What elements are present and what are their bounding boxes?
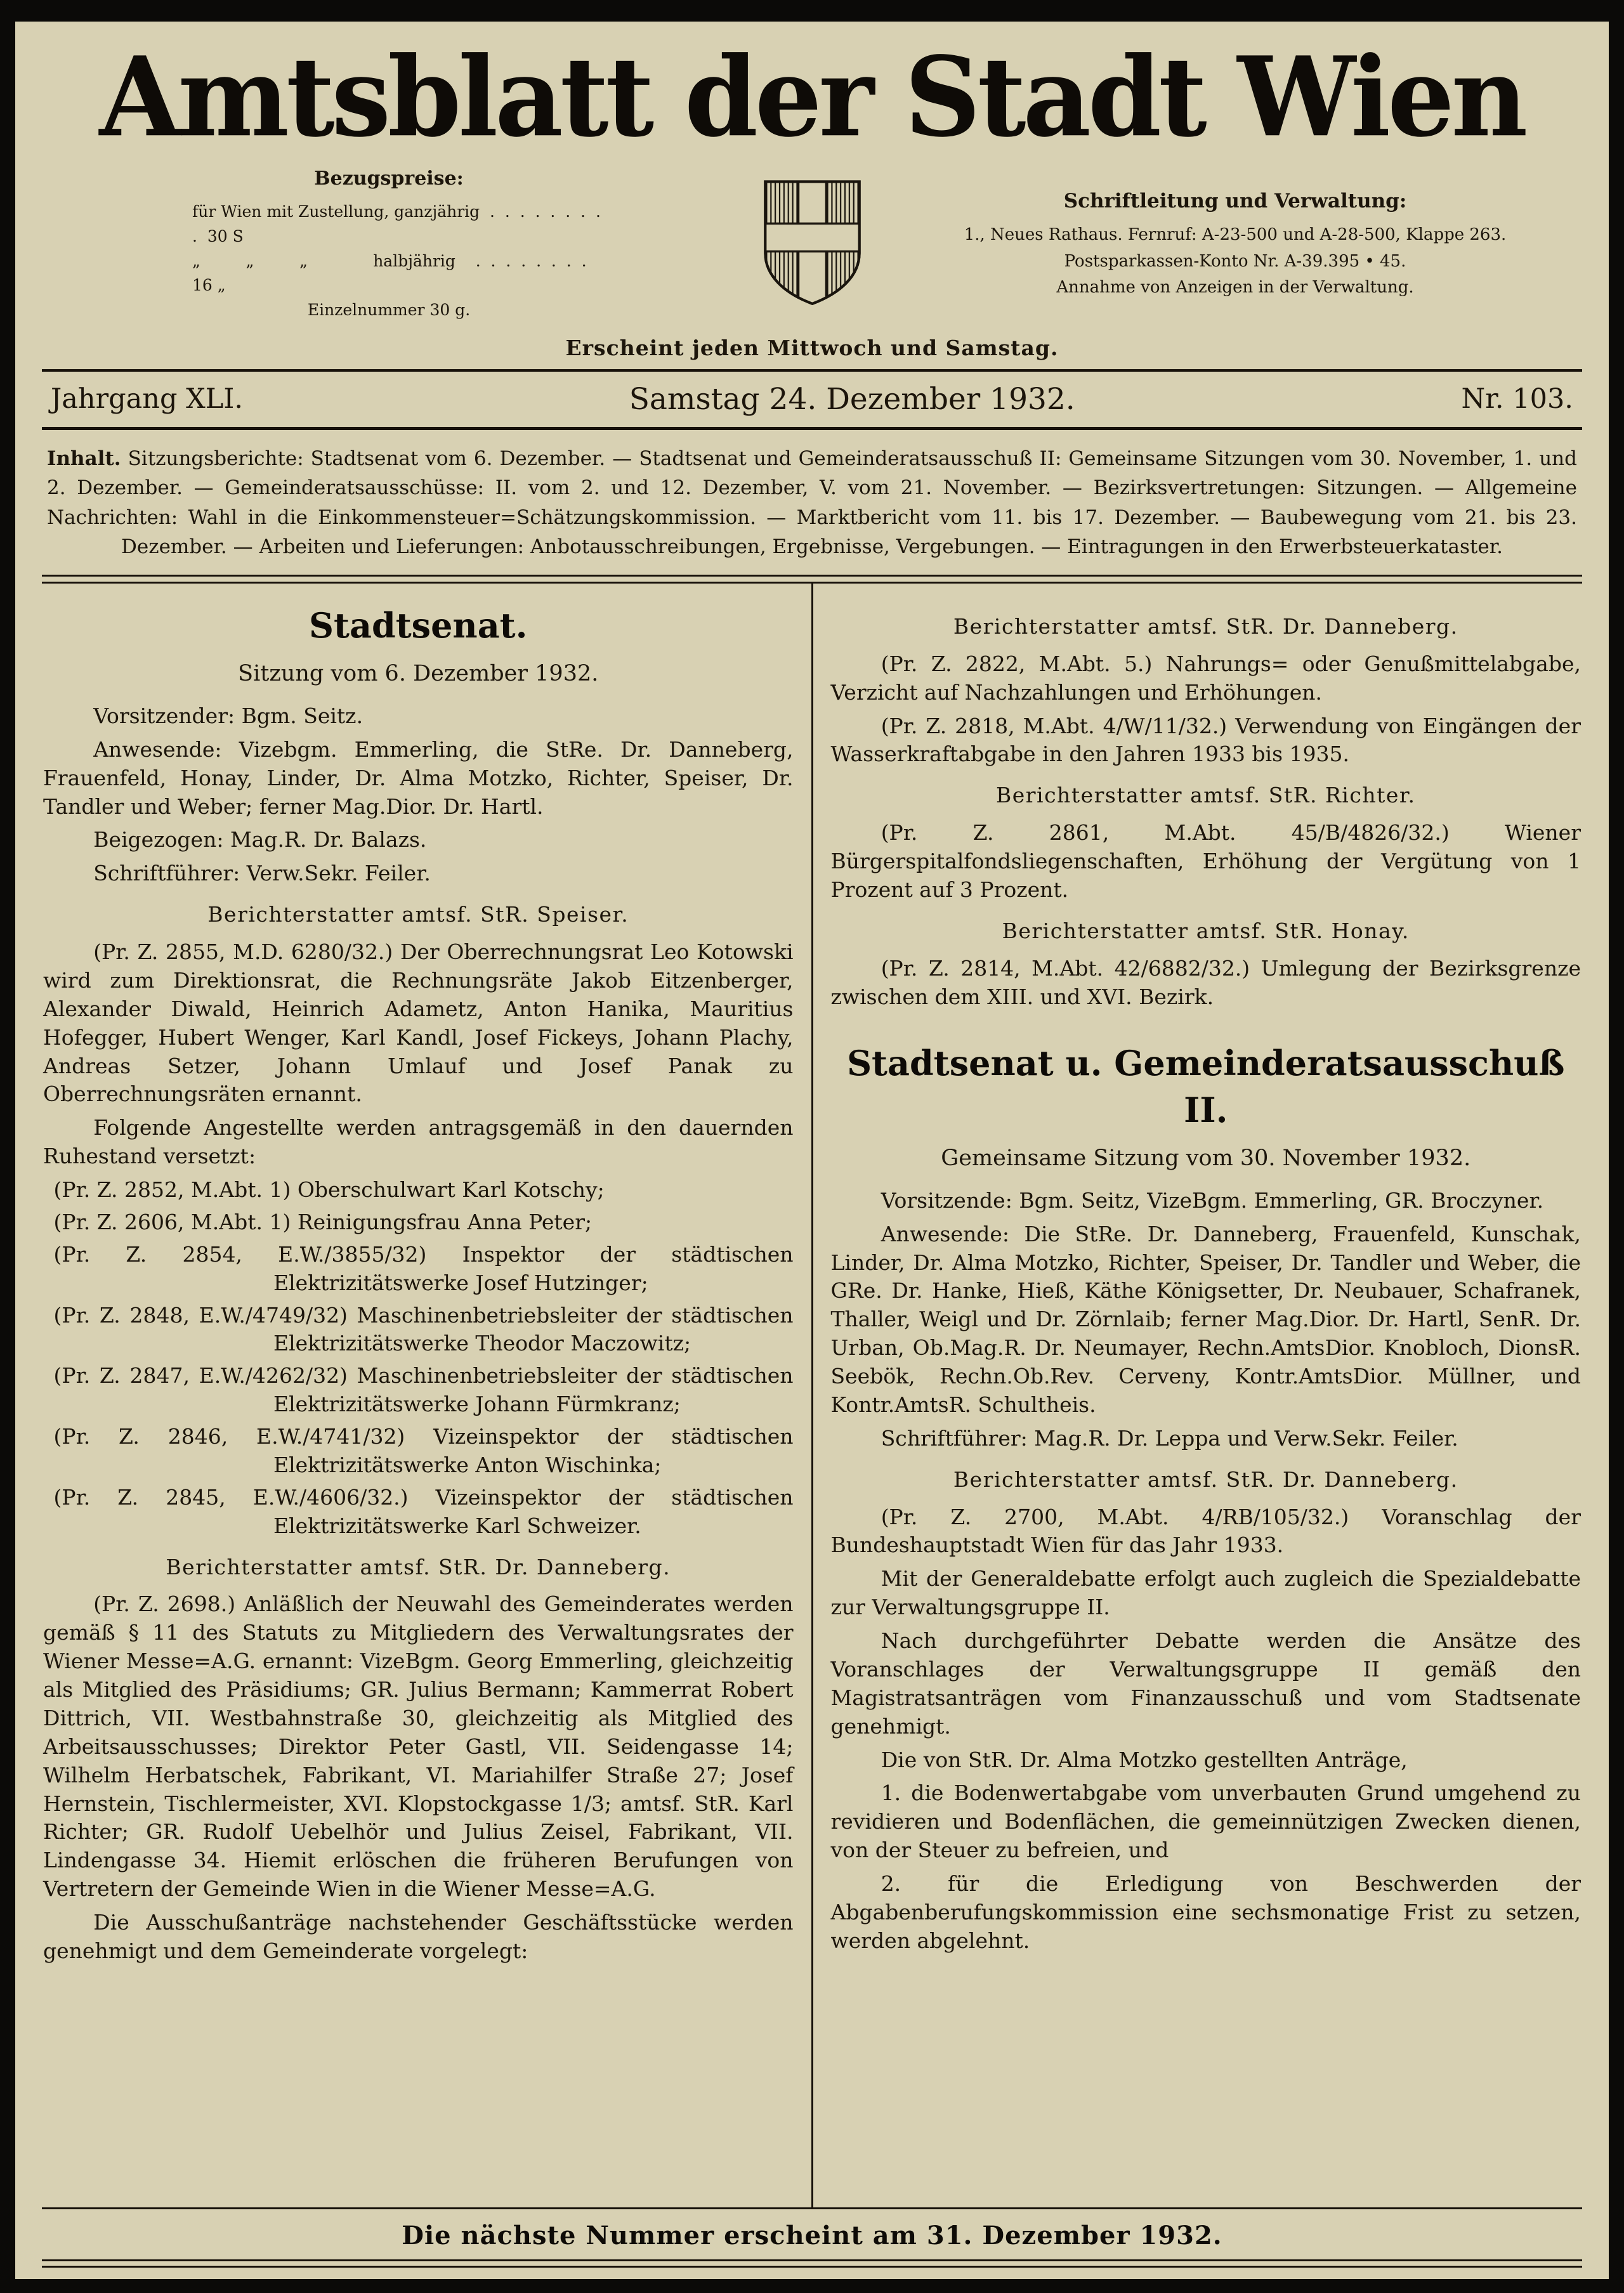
editorial-line: Postsparkassen-Konto Nr. A-39.395 • 45. xyxy=(1064,251,1406,271)
editorial-line: 1., Neues Rathaus. Fernruf: A-23-500 und A-28-500, Klappe 263. xyxy=(964,225,1507,245)
paragraph: Die Ausschußanträge nachstehender Geschäftsstücke werden genehmigt und dem Gemeinderate vorgelegt: xyxy=(43,1910,794,1963)
paragraph: (Pr. Z. 2818, M.Abt. 4/W/11/32.) Verwendung von Eingängen der Wasserkraftabgabe in den Jahren 1933 bis 1935. xyxy=(830,713,1581,767)
subscription-line: für Wien mit Zustellung, ganzjährig . . . . . . . . . 30 S xyxy=(192,202,611,245)
paragraph: Vorsitzende: Bgm. Seitz, VizeBgm. Emmerling, GR. Broczyner. xyxy=(881,1187,1544,1213)
reporter-line: Berichterstatter amtsf. StR. Dr. Danneberg. xyxy=(166,1554,671,1579)
paragraph: (Pr. Z. 2855, M.D. 6280/32.) Der Oberrechnungsrat Leo Kotowski wird zum Direktionsrat, die Rechnungsräte Jakob Eitzenberger, Alexander Diwald, Heinrich Adametz, Anton Hanika, Mauritius Hofegger, Hubert Wenger, Karl Kandl, Josef Fickeys, Johann Plachy, Andreas Setzer, Johann Umlauf und Josef Panak zu Oberrechnungsräten ernannt. xyxy=(43,939,794,1107)
editorial-title: Schriftleitung und Verwaltung: xyxy=(1063,189,1407,212)
editorial-info xyxy=(888,186,1582,301)
paragraph: 2. für die Erledigung von Beschwerden der Abgabenberufungskommission eine sechsmonatige Frist zu setzen, werden abgelehnt. xyxy=(830,1871,1581,1953)
subscription-line: Einzelnummer 30 g. xyxy=(307,301,471,320)
paragraph: Schriftführer: Mag.R. Dr. Leppa und Verw.Sekr. Feiler. xyxy=(881,1425,1458,1451)
reporter-line: Berichterstatter amtsf. StR. Dr. Danneberg. xyxy=(953,613,1458,639)
resolution-item: (Pr. Z. 2852, M.Abt. 1) Oberschulwart Karl Kotschy; xyxy=(53,1177,605,1203)
paragraph: Mit der Generaldebatte erfolgt auch zugleich die Spezialdebatte zur Verwaltungsgruppe II. xyxy=(830,1566,1581,1620)
paragraph: (Pr. Z. 2698.) Anläßlich der Neuwahl des Gemeinderates werden gemäß § 11 des Statuts zu Mitgliedern des Verwaltungsrates der Wiener Messe=A.G. ernannt: VizeBgm. Georg Emmerling, gleichzeitig als Mitglied des Präsidiums; GR. Julius Bermann; Kammerrat Robert Dittrich, VII. Westbahnstraße 30, gleichzeitig als Mitglied des Arbeitsausschusses; Direktor Peter Gastl, VII. Seidengasse 14; Wilhelm Herbatschek, Fabrikant, VI. Mariahilfer Straße 27; Josef Hernstein, Tischlermeister, XVI. Klopstockgasse 1/3; amtsf. StR. Karl Richter; GR. Rudolf Uebelhör und Julius Zeisel, Fabrikant, VII. Lindengasse 34. Hiemit erlöschen die früheren Berufungen von Vertretern der Gemeinde Wien in die Wiener Messe=A.G. xyxy=(43,1591,794,1902)
header-row xyxy=(42,164,1582,323)
paragraph: Anwesende: Vizebgm. Emmerling, die StRe. Dr. Danneberg, Frauenfeld, Honay, Linder, Dr. Alma Motzko, Richter, Speiser, Dr. Tandler und Weber; ferner Mag.Dior. Dr. Hartl. xyxy=(43,736,794,819)
paragraph: Anwesende: Die StRe. Dr. Danneberg, Frauenfeld, Kunschak, Linder, Dr. Alma Motzko, Richter, Speiser, Dr. Tandler und Weber, die GRe. Dr. Hanke, Hieß, Käthe Königsetter, Dr. Neubauer, Schafranek, Thaller, Weigl und Dr. Zörnlaib; ferner Mag.Dior. Dr. Hartl, SenR. Dr. Urban, Ob.Mag.R. Dr. Neumayer, Rechn.AmtsDior. Knobloch, DionsR. Seebök, Rechn.Ob.Rev. Cerveny, Kontr.AmtsDior. Müllner, und Kontr.AmtsR. Schultheis. xyxy=(830,1221,1581,1417)
reporter-line: Berichterstatter amtsf. StR. Richter. xyxy=(995,783,1416,808)
reporter-line: Berichterstatter amtsf. StR. Speiser. xyxy=(207,902,629,927)
paragraph: (Pr. Z. 2700, M.Abt. 4/RB/105/32.) Voranschlag der Bundeshauptstadt Wien für das Jahr 1933. xyxy=(830,1504,1581,1558)
left-column xyxy=(42,584,811,2207)
next-issue-notice: Die nächste Nummer erscheint am 31. Dezember 1932. xyxy=(402,2220,1222,2251)
session-subheading: Gemeinsame Sitzung vom 30. November 1932. xyxy=(941,1146,1471,1172)
subscription-info xyxy=(42,164,736,323)
paragraph: Folgende Angestellte werden antragsgemäß in den dauernden Ruhestand versetzt: xyxy=(43,1115,794,1169)
toc-label: Inhalt. xyxy=(47,447,121,470)
editorial-line: Annahme von Anzeigen in der Verwaltung. xyxy=(1056,278,1414,297)
toc-text: Sitzungsberichte: Stadtsenat vom 6. Dezember. — Stadtsenat und Gemeinderatsausschuß II: Gemeinsame Sitzungen vom 30. November, 1. und 2. Dezember. — Gemeinderatsausschüsse: II. vom 2. und 12. Dezember, V. vom 21. November. — Bezirksvertretungen: Sitzungen. — Allgemeine Nachrichten: Wahl in die Einkommensteuer=Schätzungskommission. — Marktbericht vom 11. bis 17. Dezember. — Baubewegung vom 21. bis 23. Dezember. — Arbeiten und Lieferungen: Anbotausschreibungen, Ergebnisse, Vergebungen. — Eintragungen in den Erwerbsteuerkataster. xyxy=(47,447,1577,559)
resolution-item: (Pr. Z. 2606, M.Abt. 1) Reinigungsfrau Anna Peter; xyxy=(53,1209,593,1234)
subscription-title: Bezugspreise: xyxy=(314,167,464,190)
paragraph: Nach durchgeführter Debatte werden die Ansätze des Voranschlages der Verwaltungsgruppe II gemäß den Magistratsanträgen vom Finanzausschuß und vom Stadtsenate genehmigt. xyxy=(830,1628,1581,1739)
paragraph: (Pr. Z. 2814, M.Abt. 42/6882/32.) Umlegung der Bezirksgrenze zwischen dem XIII. und XVI. Bezirk. xyxy=(830,955,1581,1009)
issue-number: Nr. 103. xyxy=(1461,383,1573,415)
right-column xyxy=(813,584,1583,2207)
paragraph: Die von StR. Dr. Alma Motzko gestellten Anträge, xyxy=(881,1747,1408,1772)
masthead-title: Amtsblatt der Stadt Wien xyxy=(99,33,1525,162)
resolution-item: (Pr. Z. 2854, E.W./3855/32) Inspektor der städtischen Elektrizitätswerke Josef Hutzinger; xyxy=(53,1241,794,1295)
issue-date: Samstag 24. Dezember 1932. xyxy=(629,381,1075,417)
paragraph: Beigezogen: Mag.R. Dr. Balazs. xyxy=(93,827,427,853)
paragraph: Vorsitzender: Bgm. Seitz. xyxy=(93,703,363,728)
resolution-item: (Pr. Z. 2847, E.W./4262/32) Maschinenbetriebsleiter der städtischen Elektrizitätswerke Johann Fürmkranz; xyxy=(53,1363,794,1417)
reporter-line: Berichterstatter amtsf. StR. Dr. Danneberg. xyxy=(953,1467,1458,1492)
section-heading: Stadtsenat. xyxy=(309,604,528,646)
resolution-item: (Pr. Z. 2845, E.W./4606/32.) Vizeinspektor der städtischen Elektrizitätswerke Karl Schweizer. xyxy=(53,1484,794,1538)
section-heading: Stadtsenat u. Gemeinderatsausschuß II. xyxy=(847,1043,1565,1130)
horizontal-double-rule xyxy=(42,2259,1582,2268)
volume-label: Jahrgang XLI. xyxy=(51,383,243,415)
paragraph: (Pr. Z. 2861, M.Abt. 45/B/4826/32.) Wiener Bürgerspitalfondsliegenschaften, Erhöhung der Vergütung von 1 Prozent auf 3 Prozent. xyxy=(830,820,1581,902)
session-subheading: Sitzung vom 6. Dezember 1932. xyxy=(238,661,599,687)
publication-schedule: Erscheint jeden Mittwoch und Samstag. xyxy=(565,335,1059,360)
resolution-item: (Pr. Z. 2846, E.W./4741/32) Vizeinspektor der städtischen Elektrizitätswerke Anton Wischinka; xyxy=(53,1424,794,1477)
paragraph: (Pr. Z. 2822, M.Abt. 5.) Nahrungs= oder Genußmittelabgabe, Verzicht auf Nachzahlungen und Erhöhungen. xyxy=(830,651,1581,705)
paragraph: 1. die Bodenwertabgabe vom unverbauten Grund umgehend zu revidieren und Bodenflächen, die gemeinnützigen Zwecken dienen, von der Steuer zu befreien, und xyxy=(830,1780,1581,1863)
horizontal-double-rule xyxy=(42,575,1582,584)
resolution-item: (Pr. Z. 2848, E.W./4749/32) Maschinenbetriebsleiter der städtischen Elektrizitätswerke Theodor Maczowitz; xyxy=(53,1302,794,1356)
reporter-line: Berichterstatter amtsf. StR. Honay. xyxy=(1002,918,1410,943)
table-of-contents xyxy=(42,430,1582,575)
subscription-line: „ „ „ halbjährig . . . . . . . . 16 „ xyxy=(192,251,602,295)
article-body xyxy=(42,584,1582,2207)
vienna-coat-of-arms-icon xyxy=(736,178,888,309)
paragraph: Schriftführer: Verw.Sekr. Feiler. xyxy=(93,861,431,886)
dateline xyxy=(42,372,1582,427)
